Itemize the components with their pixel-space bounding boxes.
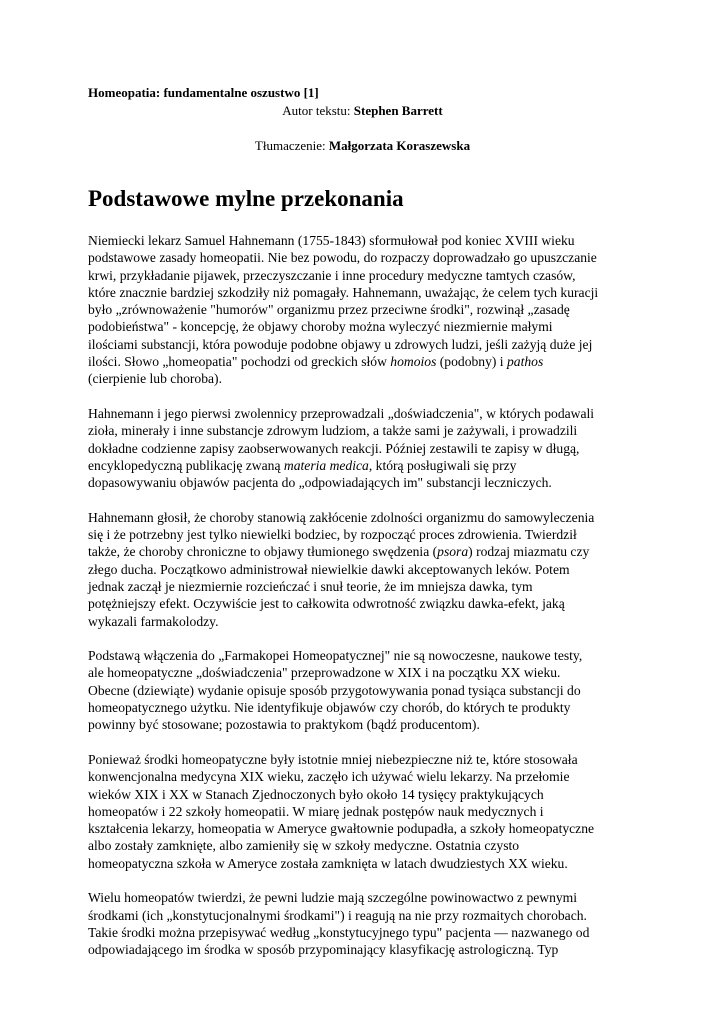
text-run: ilości. Słowo „homeopatia" pochodzi od greckich słów xyxy=(88,354,391,370)
paragraph-1 xyxy=(88,232,648,388)
text-run: także, że choroby chroniczne to objawy tłumionego swędzenia ( xyxy=(88,544,438,560)
italic-term: homoios xyxy=(390,354,437,370)
author-name: Stephen Barrett xyxy=(353,103,443,118)
text-line: homeopatyczna szkoła w Ameryce została zamknięta w latach dwudziestych XX wieku. xyxy=(88,855,568,871)
text-line: które znacznie bardziej szkodziły niż pomagały. Hahnemann, uważając, że celem tych kuracji xyxy=(88,284,599,300)
text-line: ale homeopatyczne „doświadczenia" przeprowadzone w XIX i na początku XX wieku. xyxy=(88,665,561,681)
text-line: środkami (ich „konstytucjonalnymi środkami") i reagują na nie przy rozmaitych chorobach. xyxy=(88,907,587,923)
text-line: dopasowywaniu objawów pacjenta do „odpowiadających im" substancji leczniczych. xyxy=(88,475,552,491)
section-heading: Podstawowe mylne przekonania xyxy=(88,186,404,211)
text-line xyxy=(88,353,648,370)
text-line: wykazali farmakolodzy. xyxy=(88,613,219,629)
text-line: homeopatów i 22 szkoły homeopatii. W miarę jednak postępów nauk medycznych i xyxy=(88,803,544,819)
text-line: podobieństwa" - koncepcję, że objawy choroby można wyleczyć niezmiernie małymi xyxy=(88,319,553,335)
text-run: encyklopedyczną publikację zwaną xyxy=(88,457,284,473)
text-line: odpowiadającego im środka w sposób przypominający klasyfikację astrologiczną. Typ xyxy=(88,942,559,958)
article-title: Homeopatia: fundamentalne oszustwo [1] xyxy=(88,85,319,100)
text-line: dokładne codzienne zapisy zaobserwowanych reakcji. Później zestawili te zapisy w długą, xyxy=(88,440,580,456)
text-line: Ponieważ środki homeopatyczne były istotnie mniej niebezpieczne niż te, które stosowała xyxy=(88,751,578,767)
paragraph-6 xyxy=(88,889,648,958)
text-line: Takie środki można przepisywać według „konstytucyjnego typu" pacjenta — nazwanego od xyxy=(88,924,590,940)
text-line: krwi, przykładanie pijawek, przeczyszczanie i inne procedury medyczne tamtych czasów, xyxy=(88,267,576,283)
text-line: Wielu homeopatów twierdzi, że pewni ludzie mają szczególne powinowactwo z pewnymi xyxy=(88,890,578,906)
translator-name: Małgorzata Koraszewska xyxy=(328,138,471,153)
text-line: konwencjonalna medycyna XIX wieku, zaczęło ich używać wielu lekarzy. Na przełomie xyxy=(88,769,570,785)
text-run: , którą posługiwali się przy xyxy=(368,457,517,473)
paragraph-4 xyxy=(88,647,648,733)
text-line: złego ducha. Początkowo administrował niewielkie dawki akceptowanych leków. Potem xyxy=(88,561,570,577)
text-line: się i że potrzebny jest tylko niewielki bodziec, by rozpocząć proces zdrowienia. Twierdził xyxy=(88,527,577,543)
text-line: potężniejszy efekt. Oczywiście jest to całkowita odwrotność związku dawka-efekt, jaką xyxy=(88,596,565,612)
translator-label: Tłumaczenie: xyxy=(254,138,329,153)
text-line: albo zostały zamknięte, albo zamieniły się w szkoły medyczne. Ostatnia czysto xyxy=(88,838,520,854)
text-line: homeopatycznego użytku. Nie identyfikuje objawów czy chorób, do których te produkty xyxy=(88,700,571,716)
paragraph-2 xyxy=(88,405,648,491)
paragraph-3 xyxy=(88,509,648,630)
text-line: powinny być stosowane; pozostawia to praktykom (bądź producentom). xyxy=(88,717,480,733)
text-line: ilościami substancji, która powoduje podobne objawy u zdrowych ludzi, jeśli zażyją duże jej xyxy=(88,336,593,352)
text-line: kształcenia lekarzy, homeopatia w Ameryce gwałtownie podupadła, a szkoły homeopatyczne xyxy=(88,821,595,837)
text-line xyxy=(88,543,648,560)
text-run: (podobny) i xyxy=(436,354,507,370)
text-line: Niemiecki lekarz Samuel Hahnemann (1755-1843) sformułował pod koniec XVIII wieku xyxy=(88,233,575,248)
text-line: zioła, minerały i inne substancje zdrowym ludziom, a także sami je zażywali, i prowadzili xyxy=(88,423,578,439)
author-label: Autor tekstu: xyxy=(282,103,354,118)
document-header xyxy=(88,84,319,102)
text-line: Hahnemann głosił, że choroby stanowią zakłócenie zdolności organizmu do samowyleczenia xyxy=(88,509,595,525)
italic-term: psora xyxy=(437,544,469,560)
article-body xyxy=(88,232,648,976)
text-line: Podstawą włączenia do „Farmakopei Homeopatycznej" nie są nowoczesne, naukowe testy, xyxy=(88,648,583,664)
text-line: Obecne (dziewiąte) wydanie opisuje sposób przygotowywania ponad tysiąca substancji do xyxy=(88,682,581,698)
author-line xyxy=(0,103,725,119)
italic-term: materia medica xyxy=(283,457,369,473)
translator-line xyxy=(0,138,725,154)
text-line xyxy=(88,457,648,474)
text-line: (cierpienie lub choroba). xyxy=(88,371,222,387)
text-line: wieków XIX i XX w Stanach Zjednoczonych było około 14 tysięcy praktykujących xyxy=(88,786,544,802)
text-line: jednak zaczął je niezmiernie rozcieńczać i snuł teorie, że im mniejsza dawka, tym xyxy=(88,578,533,594)
text-line: było „zrównoważenie "humorów" organizmu przez przeciwne środki", rozwinął „zasadę xyxy=(88,302,570,318)
paragraph-5 xyxy=(88,751,648,872)
italic-term: pathos xyxy=(506,354,544,370)
text-run: ) rodzaj miazmatu czy xyxy=(468,544,590,560)
text-line: podstawowe zasady homeopatii. Nie bez powodu, do rozpaczy doprowadzało go upuszczanie xyxy=(88,250,597,266)
text-line: Hahnemann i jego pierwsi zwolennicy przeprowadzali „doświadczenia", w których podawali xyxy=(88,405,595,421)
